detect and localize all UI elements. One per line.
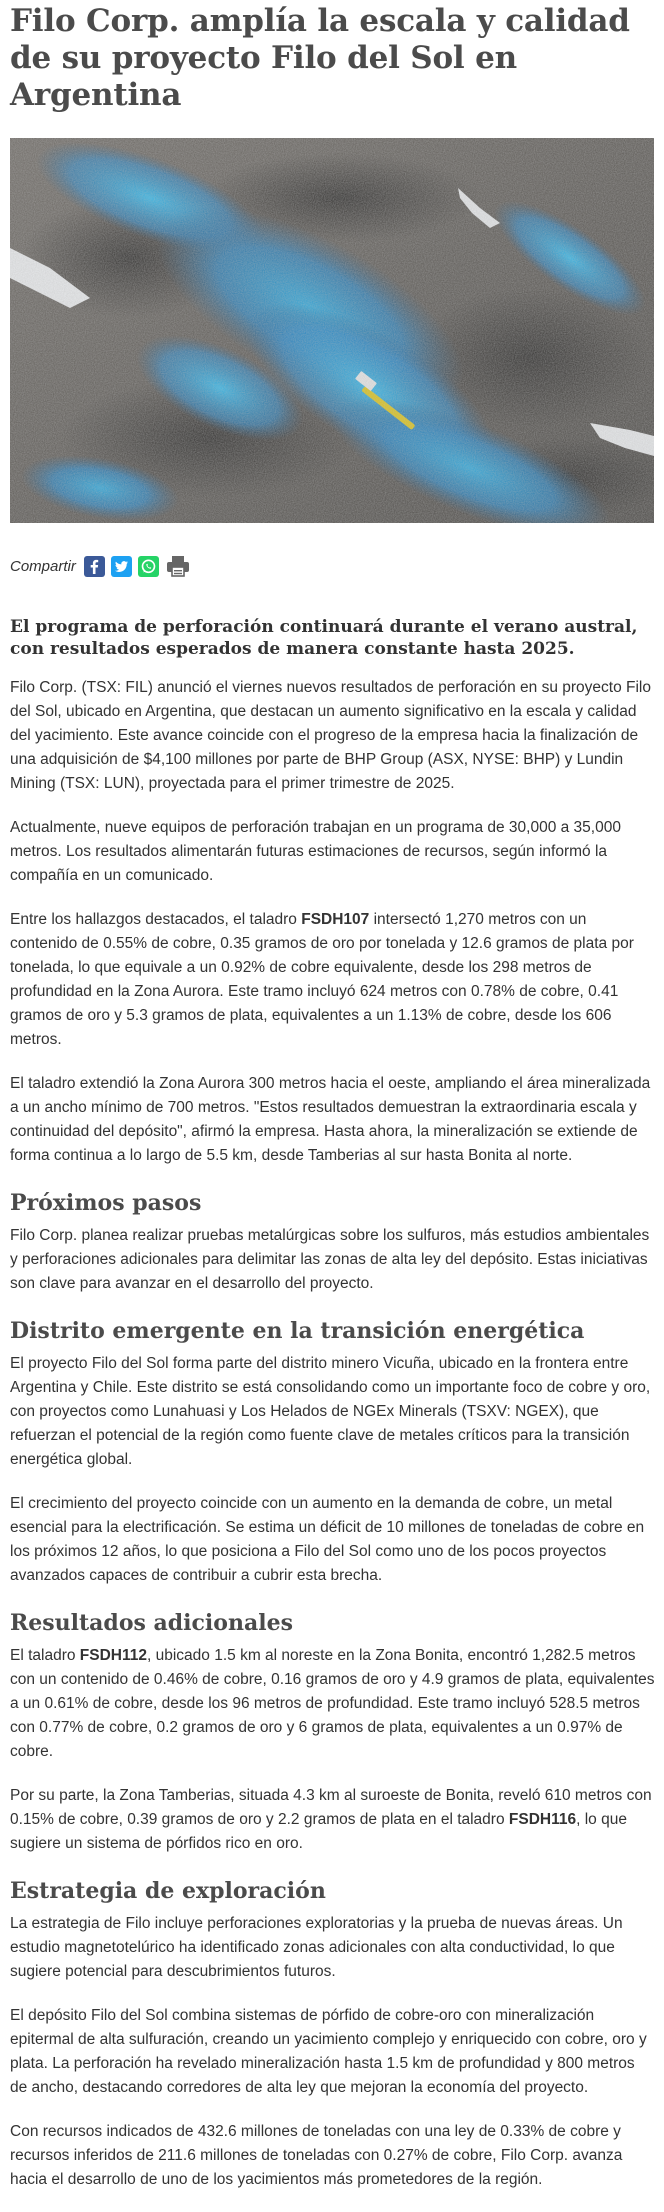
text: , ubicado 1.5 km al noreste en la Zona Bonita, encontró 1,282.5 metros con un contenido de 0.46% de cobre, 0.16 gramos de oro y 4.9 gramos de plata, equivalentes a un 0.61% de cobre, desde los 96 metros de profundidad. Este tramo incluyó 528.5 metros con 0.77% de cobre, 0.2 gramos de oro y 6 gramos de plata, equivalentes a un 0.97% de cobre.: [10, 1647, 655, 1760]
article: [0, 3, 664, 2192]
paragraph-resources: Con recursos indicados de 432.6 millones de toneladas con una ley de 0.33% de cobre y recursos inferidos de 211.6 millones de toneladas con 0.27% de cobre, Filo Corp. avanza hacia el desarrollo de uno de los yacimientos más prometedores de la región.: [10, 2123, 623, 2188]
article-title: Filo Corp. amplía la escala y calidad de su proyecto Filo del Sol en Argentina: [10, 3, 630, 113]
print-icon[interactable]: [165, 556, 191, 577]
paragraph-vicuna-district: El proyecto Filo del Sol forma parte del distrito minero Vicuña, ubicado en la frontera entre Argentina y Chile. Este distrito se está consolidando como un importante foco de cobre y oro, con proyectos como Lunahuasi y Los Helados de NGEx Minerals (TSXV: NGEX), que refuerzan el potencial de la región como fuente clave de metales críticos para la transición energética global.: [10, 1355, 651, 1468]
paragraph-fsdh116: [10, 1784, 656, 1856]
hero-image: [10, 138, 654, 523]
text: , lo que sugiere un sistema de pórfidos rico en oro.: [10, 1811, 627, 1852]
heading-proximos-pasos: Próximos pasos: [10, 1190, 202, 1216]
share-label: Compartir: [10, 557, 76, 575]
paragraph-drilling-program: Actualmente, nueve equipos de perforación trabajan en un programa de 30,000 a 35,000 metros. Los resultados alimentarán futuras estimaciones de recursos, según informó la compañía en un comunicado.: [10, 819, 621, 884]
text: intersectó 1,270 metros con un contenido de 0.55% de cobre, 0.35 gramos de oro por tonelada y 12.6 gramos de plata por tonelada, lo que equivale a un 0.92% de cobre equivalente, desde los 298 metros de profundidad en la Zona Aurora. Este tramo incluyó 624 metros con 0.78% de cobre, 0.41 gramos de oro y 5.3 gramos de plata, equivalentes a un 1.13% de cobre, desde los 606 metros.: [10, 911, 634, 1048]
paragraph-next-steps: Filo Corp. planea realizar pruebas metalúrgicas sobre los sulfuros, más estudios ambientales y perforaciones adicionales para delimitar las zonas de alta ley del depósito. Estas iniciativas son clave para avanzar en el desarrollo del proyecto.: [10, 1227, 650, 1292]
heading-distrito: Distrito emergente en la transición energética: [10, 1318, 585, 1344]
share-bar: [10, 553, 664, 579]
paragraph-fsdh107: [10, 908, 656, 1052]
text: Por su parte, la Zona Tamberias, situada 4.3 km al suroeste de Bonita, reveló 610 metros con 0.15% de cobre, 0.39 gramos de oro y 2.2 gramos de plata en el taladro: [10, 1787, 652, 1828]
twitter-icon[interactable]: [111, 556, 132, 577]
paragraph-copper-demand: El crecimiento del proyecto coincide con un aumento en la demanda de cobre, un metal esencial para la electrificación. Se estima un déficit de 10 millones de toneladas de cobre en los próximos 12 años, lo que posiciona a Filo del Sol como uno de los pocos proyectos avanzados capaces de contribuir a cubrir esta brecha.: [10, 1495, 645, 1584]
paragraph-deposit: El depósito Filo del Sol combina sistemas de pórfido de cobre-oro con mineralización epitermal de alta sulfuración, creando un yacimiento complejo y enriquecido con cobre, oro y plata. La perforación ha revelado mineralización hasta 1.5 km de profundidad y 800 metros de ancho, destacando corredores de alta ley que mejoran la economía del proyecto.: [10, 2007, 647, 2096]
text: El taladro: [10, 1647, 80, 1664]
drill-id: FSDH107: [301, 911, 370, 928]
heading-estrategia: Estrategia de exploración: [10, 1878, 326, 1904]
heading-resultados: Resultados adicionales: [10, 1610, 293, 1636]
article-subtitle: El programa de perforación continuará durante el verano austral, con resultados esperados de manera constante hasta 2025.: [10, 617, 638, 659]
facebook-icon[interactable]: [84, 556, 105, 577]
drill-id: FSDH116: [508, 1811, 577, 1828]
paragraph-strategy: La estrategia de Filo incluye perforaciones exploratorias y la prueba de nuevas áreas. Un estudio magnetotelúrico ha identificado zonas adicionales con alta conductividad, lo que sugiere potencial para descubrimientos futuros.: [10, 1915, 623, 1980]
whatsapp-icon[interactable]: [138, 556, 159, 577]
text: Entre los hallazgos destacados, el taladro: [10, 911, 302, 928]
drill-id: FSDH112: [79, 1647, 147, 1664]
paragraph-intro: Filo Corp. (TSX: FIL) anunció el viernes nuevos resultados de perforación en su proyecto Filo del Sol, ubicado en Argentina, que destacan un aumento significativo en la escala y calidad del yacimiento. Este avance coincide con el progreso de la empresa hacia la finalización de una adquisición de $4,100 millones por parte de BHP Group (ASX, NYSE: BHP) y Lundin Mining (TSX: LUN), proyectada para el primer trimestre de 2025.: [10, 679, 651, 792]
paragraph-fsdh112: [10, 1644, 656, 1764]
paragraph-aurora-zone: El taladro extendió la Zona Aurora 300 metros hacia el oeste, ampliando el área mineralizada a un ancho mínimo de 700 metros. "Estos resultados demuestran la extraordinaria escala y continuidad del depósito", afirmó la empresa. Hasta ahora, la mineralización se extiende de forma continua a lo largo de 5.5 km, desde Tamberias al sur hasta Bonita al norte.: [10, 1075, 651, 1164]
